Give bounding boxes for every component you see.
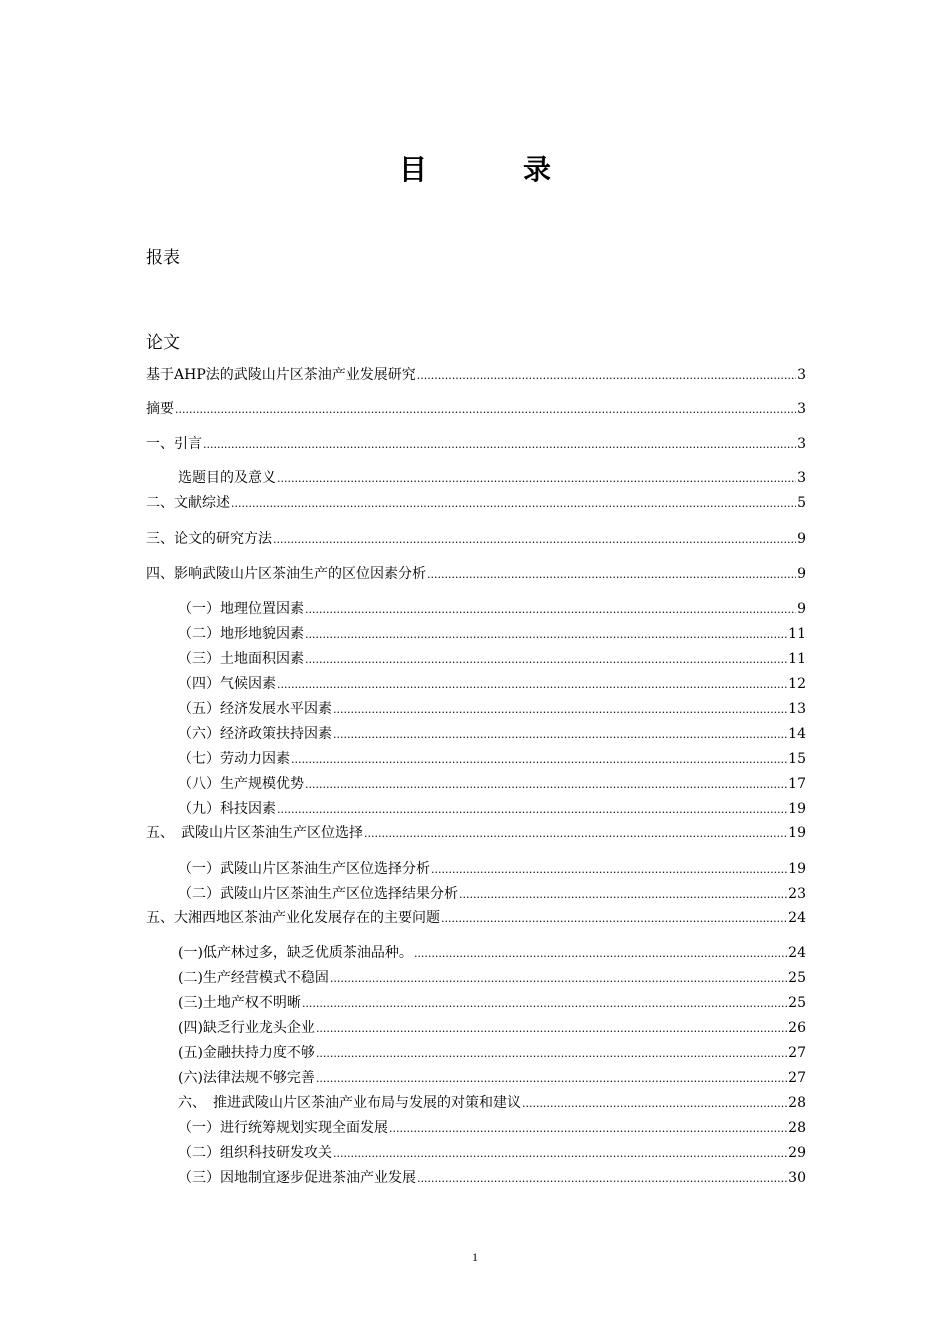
toc-entry[interactable] [146, 366, 806, 384]
toc-entry-page: 29 [788, 1145, 806, 1161]
section-heading-paper: 论文 [146, 333, 180, 353]
toc-leader-dots [175, 400, 796, 419]
toc-entry-label: 一、引言 [146, 436, 202, 452]
toc-entry-page: 19 [788, 801, 806, 817]
toc-entry-page: 5 [797, 495, 806, 511]
toc-entry-label: （八）生产规模优势 [178, 776, 304, 792]
toc-leader-dots [305, 775, 787, 794]
toc-leader-dots [203, 435, 796, 454]
toc-entry[interactable] [146, 909, 806, 927]
toc-entry-page: 26 [788, 1020, 806, 1036]
toc-entry-page: 11 [788, 626, 806, 642]
toc-entry[interactable] [178, 1019, 806, 1037]
toc-entry-page: 9 [797, 601, 806, 617]
toc-entry-page: 24 [788, 945, 806, 961]
toc-entry-page: 24 [788, 910, 806, 926]
toc-entry-label: （四）气候因素 [178, 676, 276, 692]
toc-entry-label: (一)低产林过多，缺乏优质茶油品种。 [178, 945, 413, 961]
toc-leader-dots [231, 494, 796, 513]
toc-entry[interactable] [178, 885, 806, 903]
toc-entry-page: 3 [797, 367, 806, 383]
toc-entry-label: 选题目的及意义 [178, 470, 276, 486]
toc-entry-label: (二)生产经营模式不稳固 [178, 970, 329, 986]
toc-entry-page: 25 [788, 995, 806, 1011]
toc-entry-label: （七）劳动力因素 [178, 751, 290, 767]
section-heading-report: 报表 [146, 248, 180, 268]
toc-entry[interactable] [178, 1044, 806, 1062]
toc-entry-label: 六、 推进武陵山片区茶油产业布局与发展的对策和建议 [178, 1095, 521, 1111]
toc-entry-page: 19 [788, 861, 806, 877]
toc-leader-dots [417, 366, 796, 385]
toc-leader-dots [316, 1069, 787, 1088]
toc-leader-dots [417, 1169, 787, 1188]
toc-entry-page: 30 [788, 1170, 806, 1186]
toc-entry-page: 15 [788, 751, 806, 767]
toc-leader-dots [427, 565, 796, 584]
toc-entry[interactable] [146, 565, 806, 583]
toc-entry-page: 19 [788, 825, 806, 841]
toc-leader-dots [414, 944, 787, 963]
toc-entry-label: 二、文献综述 [146, 495, 230, 511]
toc-entry-page: 28 [788, 1120, 806, 1136]
toc-entry-label: 五、大湘西地区茶油产业化发展存在的主要问题 [146, 910, 440, 926]
toc-entry-page: 3 [797, 401, 806, 417]
toc-entry[interactable] [146, 400, 806, 418]
toc-entry-page: 25 [788, 970, 806, 986]
toc-entry-label: （二）地形地貌因素 [178, 626, 304, 642]
toc-entry-label: （六）经济政策扶持因素 [178, 726, 332, 742]
toc-entry[interactable] [178, 775, 806, 793]
toc-entry-page: 9 [797, 531, 806, 547]
toc-entry-page: 17 [788, 776, 806, 792]
toc-leader-dots [316, 1019, 787, 1038]
toc-entry-page: 14 [788, 726, 806, 742]
toc-entry-page: 9 [797, 566, 806, 582]
toc-leader-dots [277, 675, 787, 694]
toc-leader-dots [333, 1144, 787, 1163]
toc-entry[interactable] [178, 800, 806, 818]
toc-entry-label: （一）地理位置因素 [178, 601, 304, 617]
toc-entry[interactable] [178, 675, 806, 693]
toc-entry-page: 11 [788, 651, 806, 667]
toc-entry-label: 五、 武陵山片区茶油生产区位选择 [146, 825, 363, 841]
toc-entry-page: 12 [788, 676, 806, 692]
toc-entry-label: (五)金融扶持力度不够 [178, 1045, 315, 1061]
toc-entry[interactable] [178, 860, 806, 878]
toc-entry[interactable] [178, 944, 806, 962]
toc-entry-label: （二）组织科技研发攻关 [178, 1145, 332, 1161]
toc-leader-dots [277, 469, 796, 488]
toc-entry[interactable] [178, 1069, 806, 1087]
toc-entry[interactable] [178, 1094, 806, 1112]
toc-entry-page: 23 [788, 886, 806, 902]
toc-leader-dots [330, 969, 787, 988]
toc-entry-label: （三）因地制宜逐步促进茶油产业发展 [178, 1170, 416, 1186]
toc-entry[interactable] [178, 600, 806, 618]
toc-entry-page: 3 [797, 470, 806, 486]
toc-leader-dots [364, 824, 787, 843]
toc-entry[interactable] [178, 994, 806, 1012]
toc-entry-page: 27 [788, 1045, 806, 1061]
toc-entry-label: (三)土地产权不明晰 [178, 995, 301, 1011]
toc-leader-dots [316, 1044, 787, 1063]
toc-entry[interactable] [146, 435, 806, 453]
toc-leader-dots [302, 994, 787, 1013]
toc-entry-label: 四、影响武陵山片区茶油生产的区位因素分析 [146, 566, 426, 582]
toc-leader-dots [305, 650, 787, 669]
toc-entry-label: （一）武陵山片区茶油生产区位选择分析 [178, 861, 430, 877]
toc-leader-dots [522, 1094, 787, 1113]
toc-entry[interactable] [178, 1119, 806, 1137]
toc-leader-dots [389, 1119, 787, 1138]
toc-leader-dots [431, 860, 787, 879]
toc-leader-dots [291, 750, 787, 769]
toc-leader-dots [333, 700, 787, 719]
toc-entry-label: (六)法律法规不够完善 [178, 1070, 315, 1086]
toc-leader-dots [459, 885, 787, 904]
toc-entry[interactable] [178, 1169, 806, 1187]
toc-entry[interactable] [178, 750, 806, 768]
toc-entry-page: 28 [788, 1095, 806, 1111]
toc-leader-dots [277, 800, 787, 819]
toc-entry-label: 三、论文的研究方法 [146, 531, 272, 547]
toc-entry[interactable] [178, 725, 806, 743]
toc-entry[interactable] [178, 650, 806, 668]
toc-entry[interactable] [178, 469, 806, 487]
toc-entry[interactable] [146, 494, 806, 512]
toc-entry-label: （五）经济发展水平因素 [178, 701, 332, 717]
toc-entry[interactable] [146, 530, 806, 548]
toc-entry-label: (四)缺乏行业龙头企业 [178, 1020, 315, 1036]
toc-entry-label: （九）科技因素 [178, 801, 276, 817]
toc-leader-dots [305, 600, 796, 619]
toc-entry[interactable] [146, 824, 806, 842]
toc-leader-dots [305, 625, 787, 644]
page-number: 1 [472, 1250, 478, 1264]
toc-entry-label: 摘要 [146, 401, 174, 417]
toc-entry-label: （一）进行统筹规划实现全面发展 [178, 1120, 388, 1136]
toc-entry-label: 基于AHP法的武陵山片区茶油产业发展研究 [146, 367, 416, 383]
toc-entry-page: 13 [788, 701, 806, 717]
toc-entry[interactable] [178, 1144, 806, 1162]
page-title: 目 录 [398, 153, 585, 186]
toc-leader-dots [273, 530, 796, 549]
toc-entry-page: 3 [797, 436, 806, 452]
toc-entry[interactable] [178, 625, 806, 643]
toc-leader-dots [333, 725, 787, 744]
toc-entry-label: （三）土地面积因素 [178, 651, 304, 667]
toc-entry-page: 27 [788, 1070, 806, 1086]
toc-entry[interactable] [178, 700, 806, 718]
toc-entry[interactable] [178, 969, 806, 987]
toc-leader-dots [441, 909, 787, 928]
toc-entry-label: （二）武陵山片区茶油生产区位选择结果分析 [178, 886, 458, 902]
